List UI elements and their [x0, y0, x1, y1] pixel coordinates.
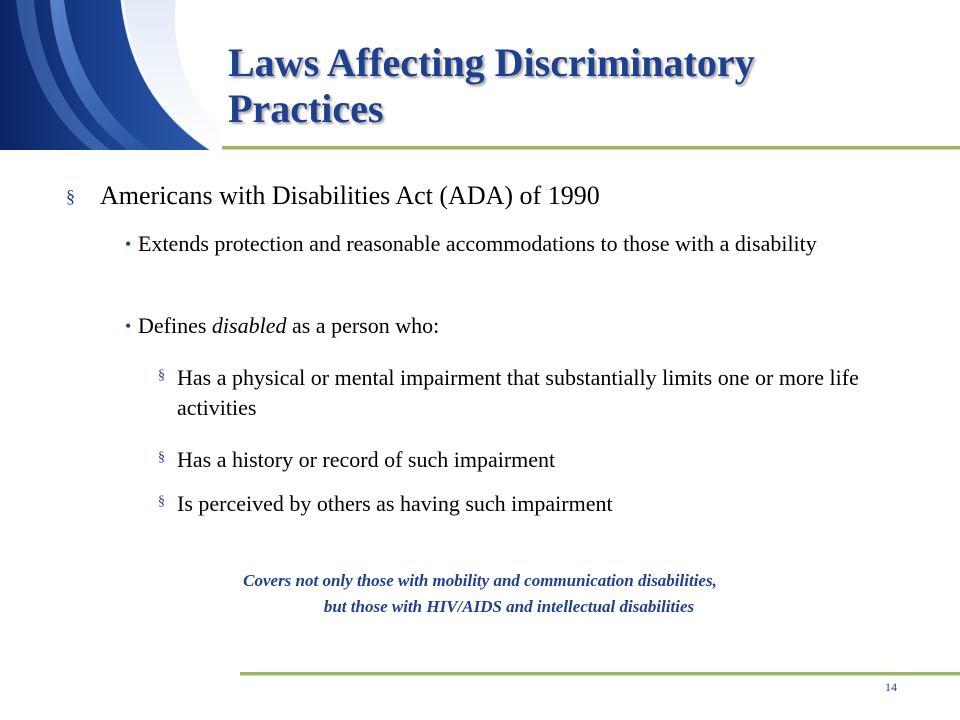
coverage-callout: [60, 568, 900, 620]
square-bullet-icon: §: [158, 368, 165, 383]
page-number: 14: [885, 680, 897, 694]
title-underline-rule: [222, 146, 960, 149]
square-bullet-icon: §: [158, 450, 165, 465]
slide-title-line-2: Practices: [228, 86, 384, 131]
square-bullet-icon: §: [66, 186, 75, 206]
dot-bullet-icon: •: [125, 234, 132, 254]
callout-line-1: Covers not only those with mobility and communication disabilities,: [243, 571, 717, 590]
slide-title-line-1: Laws Affecting Discriminatory: [228, 40, 755, 85]
defines-suffix: as a person who:: [286, 313, 440, 338]
slide-title: [228, 40, 928, 132]
criterion-perceived: Is perceived by others as having such impairment: [177, 491, 613, 516]
sub-bullet-defines-disabled: [138, 311, 898, 341]
defines-prefix: Defines: [138, 313, 212, 338]
corner-swoosh-graphic: [0, 0, 220, 150]
defines-emphasis: disabled: [211, 313, 287, 338]
criterion-history: Has a history or record of such impairment: [177, 447, 556, 472]
footer-rule: [240, 672, 960, 675]
bullet-ada-1990: Americans with Disabilities Act (ADA) of 1990: [100, 181, 600, 210]
dot-bullet-icon: •: [125, 316, 132, 336]
callout-line-2: but those with HIV/AIDS and intellectual disabilities: [323, 597, 695, 616]
criterion-impairment: Has a physical or mental impairment that substantially limits one or more life activities: [177, 365, 859, 420]
square-bullet-icon: §: [158, 494, 165, 509]
sub-bullet-extends-protection: Extends protection and reasonable accommodations to those with a disability: [138, 231, 817, 256]
